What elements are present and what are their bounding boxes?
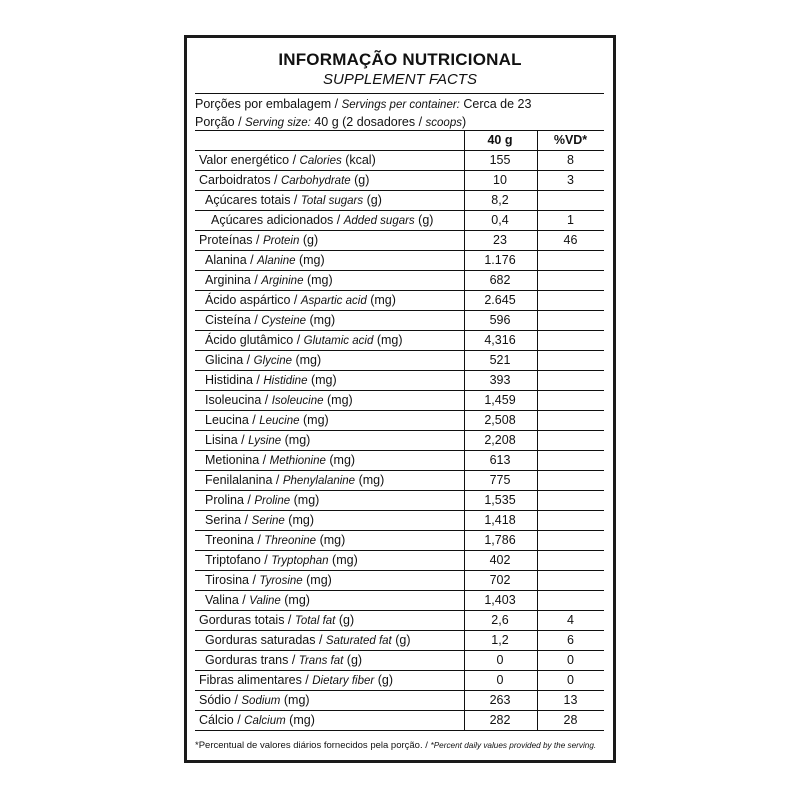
nutrient-unit: (mg) [303, 273, 333, 287]
nutrient-name [199, 711, 315, 731]
nutrient-name [205, 311, 335, 331]
nutrient-dv: 28 [563, 713, 578, 727]
nutrient-name-pt: Triptofano / [205, 553, 272, 567]
nutrient-dv: 6 [567, 633, 574, 647]
column-divider [464, 131, 465, 731]
table-row [195, 431, 604, 451]
nutrient-name [205, 491, 319, 511]
nutrient-name-en: Phenylalanine [282, 475, 356, 487]
nutrient-name-pt: Gorduras trans / [205, 653, 299, 667]
nutrient-name-en: Threonine [264, 535, 317, 547]
nutrient-amount: 682 [489, 273, 511, 287]
nutrient-name [205, 431, 310, 451]
nutrient-name [199, 171, 369, 191]
nutrient-name-en: Leucine [259, 415, 300, 427]
table-row [195, 171, 604, 191]
nutrient-name-en: Proline [254, 495, 291, 507]
table-row [195, 491, 604, 511]
nutrient-name [211, 211, 433, 231]
nutrient-unit: (mg) [284, 513, 314, 527]
nutrient-amount: 2,508 [484, 413, 516, 427]
nutrient-name-en: Dietary fiber [312, 675, 375, 687]
nutrient-amount: 0 [496, 673, 504, 687]
nutrient-name-en: Total fat [294, 615, 336, 627]
table-row [195, 651, 604, 671]
nutrient-name [205, 651, 362, 671]
table-row [195, 251, 604, 271]
nutrient-name-en: Glutamic acid [303, 335, 374, 347]
nutrient-name-pt: Fenilalanina / [205, 473, 283, 487]
nutrient-unit: (mg) [366, 293, 396, 307]
nutrient-name-pt: Ácido aspártico / [205, 293, 301, 307]
nutrient-name-pt: Proteínas / [199, 233, 263, 247]
nutrient-name-en: Alanine [257, 255, 296, 267]
table-row [195, 631, 604, 651]
servings-info [195, 96, 531, 132]
nutrient-name-en: Aspartic acid [300, 295, 367, 307]
nutrient-name-en: Tyrosine [259, 575, 303, 587]
table-row [195, 351, 604, 371]
nutrient-amount: 8,2 [491, 193, 509, 207]
nutrient-amount: 1,418 [484, 513, 516, 527]
nutrient-name-pt: Carboidratos / [199, 173, 281, 187]
nutrient-name-en: Histidine [263, 375, 308, 387]
nutrient-name-en: Isoleucine [271, 395, 324, 407]
footnote-pt: *Percentual de valores diários fornecidos pela porção. / [195, 740, 431, 751]
nutrient-name-pt: Histidina / [205, 373, 264, 387]
nutrient-name [199, 151, 376, 171]
nutrient-unit: (g) [414, 213, 434, 227]
table-row [195, 691, 604, 711]
nutrient-amount: 282 [489, 713, 511, 727]
column-divider [537, 131, 538, 731]
table-row [195, 391, 604, 411]
nutrient-name-en: Sodium [241, 695, 281, 707]
nutrient-amount: 1,786 [484, 533, 516, 547]
nutrient-amount: 1,459 [484, 393, 516, 407]
nutrient-name-pt: Gorduras saturadas / [205, 633, 326, 647]
nutrient-name-pt: Cisteína / [205, 313, 262, 327]
nutrient-amount: 1.176 [484, 253, 516, 267]
nutrient-unit: (g) [343, 653, 363, 667]
nutrient-name-pt: Cálcio / [199, 713, 245, 727]
table-row [195, 291, 604, 311]
nutrient-amount: 596 [489, 313, 511, 327]
nutrient-name [205, 551, 358, 571]
nutrient-unit: (mg) [299, 413, 329, 427]
nutrient-amount: 2,208 [484, 433, 516, 447]
nutrient-dv: 3 [567, 173, 574, 187]
nutrient-name-pt: Prolina / [205, 493, 255, 507]
nutrient-name-pt: Valor energético / [199, 153, 300, 167]
nutrition-table [195, 131, 604, 731]
nutrient-unit: (mg) [307, 373, 337, 387]
label-subtitle: SUPPLEMENT FACTS [323, 71, 477, 88]
nutrient-unit: (g) [363, 193, 382, 207]
nutrient-name [205, 411, 329, 431]
nutrient-name-en: Glycine [253, 355, 292, 367]
nutrient-name-en: Calories [299, 155, 342, 167]
nutrient-dv: 0 [567, 673, 574, 687]
nutrient-name-pt: Serina / [205, 513, 252, 527]
nutrient-name [205, 331, 403, 351]
nutrient-unit: (mg) [355, 473, 385, 487]
nutrient-amount: 775 [489, 473, 511, 487]
table-row [195, 551, 604, 571]
nutrient-name [205, 591, 310, 611]
nutrient-name-pt: Gorduras totais / [199, 613, 295, 627]
nutrient-name-pt: Lisina / [205, 433, 249, 447]
nutrient-dv: 13 [563, 693, 578, 707]
nutrient-name-en: Lysine [248, 435, 282, 447]
nutrient-unit: (kcal) [341, 153, 376, 167]
table-row [195, 571, 604, 591]
nutrient-name [205, 391, 353, 411]
nutrient-unit: (mg) [323, 393, 353, 407]
nutrient-unit: (g) [335, 613, 355, 627]
nutrient-unit: (mg) [302, 573, 332, 587]
nutrient-dv: 4 [567, 613, 574, 627]
nutrient-unit: (mg) [373, 333, 403, 347]
nutrient-amount: 155 [489, 153, 511, 167]
table-row [195, 511, 604, 531]
nutrient-name-pt: Alanina / [205, 253, 258, 267]
nutrient-name-pt: Ácido glutâmico / [205, 333, 304, 347]
nutrient-name-en: Calcium [244, 715, 286, 727]
column-header-amount: 40 g [487, 133, 513, 147]
nutrient-amount: 702 [489, 573, 511, 587]
nutrient-name [199, 671, 393, 691]
nutrient-unit: (mg) [285, 713, 315, 727]
nutrient-name-en: Total sugars [300, 195, 364, 207]
table-row [195, 271, 604, 291]
nutrient-unit: (mg) [295, 253, 325, 267]
nutrient-name [205, 371, 337, 391]
nutrient-name-en: Tryptophan [271, 555, 329, 567]
nutrient-unit: (g) [391, 633, 411, 647]
nutrient-amount: 2,6 [491, 613, 509, 627]
nutrient-name-en: Added sugars [343, 215, 415, 227]
nutrient-amount: 0 [496, 653, 504, 667]
serving-size-scoops: scoops [425, 117, 462, 129]
nutrient-name-pt: Leucina / [205, 413, 260, 427]
serving-size-pt: Porção / [195, 115, 246, 129]
table-row [195, 471, 604, 491]
table-row [195, 331, 604, 351]
table-header-row [195, 131, 604, 151]
nutrient-name-en: Methionine [269, 455, 326, 467]
label-title: INFORMAÇÃO NUTRICIONAL [278, 50, 522, 69]
table-row [195, 151, 604, 171]
table-row [195, 451, 604, 471]
nutrient-name [205, 511, 314, 531]
divider [195, 93, 604, 94]
nutrient-name [205, 251, 325, 271]
nutrient-unit: (mg) [306, 313, 336, 327]
nutrient-name [205, 631, 411, 651]
table-row [195, 671, 604, 691]
servings-per-container-value: Cerca de 23 [459, 97, 532, 111]
nutrient-name-en: Arginine [261, 275, 304, 287]
serving-size-value: 40 g (2 dosadores / [310, 115, 426, 129]
nutrient-unit: (mg) [328, 553, 358, 567]
nutrient-unit: (mg) [290, 493, 320, 507]
nutrient-name-pt: Glicina / [205, 353, 254, 367]
nutrition-label [184, 35, 616, 763]
footnote-en: *Percent daily values provided by the serving. [430, 741, 597, 750]
nutrient-name [205, 191, 382, 211]
label-header [187, 38, 613, 88]
nutrient-name-pt: Treonina / [205, 533, 265, 547]
serving-size-en: Serving size: [245, 117, 311, 129]
nutrient-name [205, 291, 396, 311]
nutrient-name-en: Serine [251, 515, 285, 527]
table-row [195, 371, 604, 391]
nutrient-name-pt: Isoleucina / [205, 393, 272, 407]
nutrient-name-pt: Açúcares totais / [205, 193, 301, 207]
footnote [195, 740, 607, 751]
nutrient-name-en: Protein [262, 235, 300, 247]
table-row [195, 591, 604, 611]
table-row [195, 411, 604, 431]
nutrient-name-pt: Valina / [205, 593, 250, 607]
nutrient-amount: 263 [489, 693, 511, 707]
table-row [195, 611, 604, 631]
nutrient-unit: (g) [350, 173, 370, 187]
nutrient-amount: 4,316 [484, 333, 516, 347]
nutrient-amount: 0,4 [491, 213, 509, 227]
nutrient-name [199, 691, 310, 711]
servings-per-container-en: Servings per container: [341, 99, 460, 111]
servings-per-container [195, 96, 531, 114]
nutrient-amount: 1,535 [484, 493, 516, 507]
nutrient-name-pt: Tirosina / [205, 573, 260, 587]
nutrient-dv: 46 [563, 233, 578, 247]
nutrient-dv: 0 [567, 653, 574, 667]
nutrient-name [199, 611, 354, 631]
nutrient-amount: 1,403 [484, 593, 516, 607]
nutrient-name [199, 231, 318, 251]
nutrient-dv: 1 [567, 213, 574, 227]
nutrient-amount: 402 [489, 553, 511, 567]
table-row [195, 231, 604, 251]
nutrient-name [205, 351, 321, 371]
serving-size-close: ) [461, 115, 467, 129]
nutrient-name [205, 471, 384, 491]
nutrient-unit: (g) [299, 233, 319, 247]
column-header-dv: %VD* [553, 133, 588, 147]
nutrient-name-pt: Açúcares adicionados / [211, 213, 344, 227]
nutrient-unit: (mg) [325, 453, 356, 467]
nutrient-name-pt: Sódio / [199, 693, 242, 707]
nutrient-name [205, 571, 332, 591]
nutrient-amount: 10 [493, 173, 507, 187]
nutrient-amount: 521 [489, 353, 511, 367]
nutrient-unit: (g) [374, 673, 393, 687]
table-row [195, 311, 604, 331]
nutrient-name-en: Trans fat [298, 655, 344, 667]
nutrient-amount: 2.645 [484, 293, 516, 307]
nutrient-name-en: Valine [249, 595, 281, 607]
nutrient-unit: (mg) [281, 433, 311, 447]
nutrient-name-en: Carbohydrate [280, 175, 351, 187]
nutrient-name-en: Saturated fat [325, 635, 392, 647]
nutrient-unit: (mg) [280, 693, 310, 707]
nutrient-amount: 1,2 [491, 633, 509, 647]
nutrient-amount: 23 [493, 233, 507, 247]
nutrient-amount: 393 [489, 373, 511, 387]
nutrient-name-pt: Fibras alimentares / [199, 673, 313, 687]
nutrient-unit: (mg) [292, 353, 322, 367]
table-row [195, 211, 604, 231]
nutrient-unit: (mg) [280, 593, 310, 607]
nutrient-name-en: Cysteine [261, 315, 307, 327]
table-row [195, 191, 604, 211]
nutrient-name-pt: Metionina / [205, 453, 270, 467]
nutrient-amount: 613 [489, 453, 511, 467]
nutrient-name [205, 451, 355, 471]
nutrient-name-pt: Arginina / [205, 273, 262, 287]
table-row [195, 711, 604, 731]
nutrient-name [205, 271, 333, 291]
table-row [195, 531, 604, 551]
nutrient-dv: 8 [567, 153, 574, 167]
servings-per-container-pt: Porções por embalagem / [195, 97, 342, 111]
nutrient-unit: (mg) [316, 533, 346, 547]
nutrient-name [205, 531, 345, 551]
